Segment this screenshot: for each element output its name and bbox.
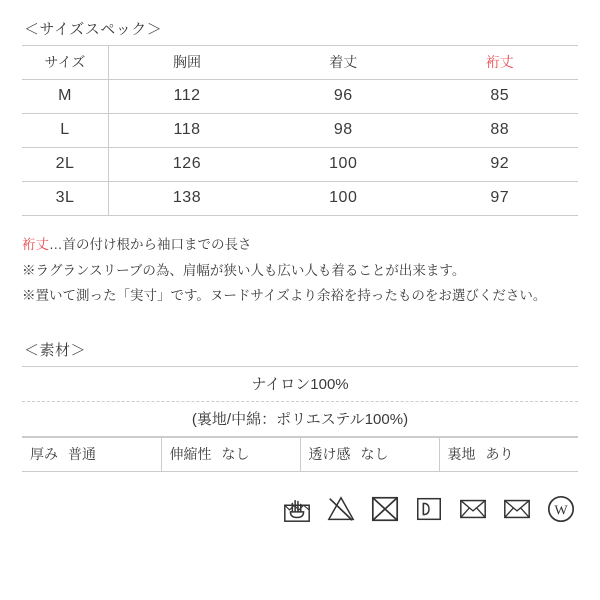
property-thickness-key: 厚み bbox=[30, 445, 58, 462]
property-stretch-value: なし bbox=[221, 445, 250, 462]
note-line-3: ※置いて測った「実寸」です。ヌードサイズより余裕を持ったものをお選びください。 bbox=[22, 288, 547, 304]
material-table bbox=[22, 366, 578, 437]
table-row bbox=[22, 148, 578, 182]
material-title: ＜素材＞ bbox=[24, 341, 87, 359]
cell-sleeve: 85 bbox=[422, 80, 579, 114]
property-thickness-value: 普通 bbox=[68, 445, 96, 462]
cell-sleeve: 92 bbox=[422, 148, 579, 182]
property-sheerness-key: 透け感 bbox=[308, 445, 351, 462]
cell-sleeve: 97 bbox=[422, 182, 579, 216]
property-stretch bbox=[161, 437, 300, 471]
no-tumble-dry-icon bbox=[370, 494, 400, 524]
cell-size: L bbox=[22, 114, 109, 148]
cell-length: 96 bbox=[265, 80, 422, 114]
column-header-length: 着丈 bbox=[265, 46, 422, 80]
property-sheerness bbox=[300, 437, 439, 471]
iron-low-icon bbox=[414, 494, 444, 524]
notes-block bbox=[22, 232, 578, 309]
cell-size: 3L bbox=[22, 182, 109, 216]
material-properties-table bbox=[22, 437, 578, 472]
table-row bbox=[22, 114, 578, 148]
cell-bust: 118 bbox=[109, 114, 266, 148]
column-header-bust: 胸囲 bbox=[109, 46, 266, 80]
table-row bbox=[22, 366, 578, 401]
cell-size: M bbox=[22, 80, 109, 114]
property-lining-key: 裏地 bbox=[447, 445, 476, 462]
no-dry-clean-icon bbox=[458, 494, 488, 524]
cell-bust: 112 bbox=[109, 80, 266, 114]
cell-length: 98 bbox=[265, 114, 422, 148]
cell-sleeve: 88 bbox=[422, 114, 579, 148]
no-bleach-icon bbox=[326, 494, 356, 524]
material-main: ナイロン100% bbox=[22, 366, 578, 401]
note-accent-term: 裄丈 bbox=[22, 237, 49, 252]
no-wring-icon bbox=[502, 494, 532, 524]
table-row bbox=[22, 437, 578, 471]
size-spec-title: ＜サイズスペック＞ bbox=[24, 21, 163, 38]
cell-size: 2L bbox=[22, 148, 109, 182]
hand-wash-icon bbox=[282, 494, 312, 524]
property-lining bbox=[439, 437, 578, 471]
table-header-row bbox=[22, 46, 578, 80]
column-header-sleeve: 裄丈 bbox=[422, 46, 579, 80]
note-line-2: ※ラグランスリーブの為、肩幅が狭い人も広い人も着ることが出来ます。 bbox=[22, 262, 466, 278]
size-spec-table bbox=[22, 45, 578, 216]
table-row bbox=[22, 80, 578, 114]
cell-bust: 126 bbox=[109, 148, 266, 182]
note-line-1 bbox=[22, 232, 578, 258]
table-row bbox=[22, 401, 578, 436]
property-thickness bbox=[22, 437, 161, 471]
care-symbols-row bbox=[22, 494, 578, 524]
property-stretch-key: 伸縮性 bbox=[169, 445, 212, 462]
property-lining-value: あり bbox=[485, 445, 514, 462]
cell-length: 100 bbox=[265, 182, 422, 216]
cell-bust: 138 bbox=[109, 182, 266, 216]
note-line-1-rest: …首の付け根から袖口までの長さ bbox=[49, 237, 252, 252]
wet-clean-icon bbox=[546, 494, 576, 524]
material-section bbox=[22, 339, 578, 472]
svg-text:W: W bbox=[554, 502, 568, 519]
cell-length: 100 bbox=[265, 148, 422, 182]
material-sub: (裏地/中綿：ポリエステル100%) bbox=[22, 401, 578, 436]
table-row bbox=[22, 182, 578, 216]
column-header-size: サイズ bbox=[22, 46, 109, 80]
property-sheerness-value: なし bbox=[360, 445, 389, 462]
